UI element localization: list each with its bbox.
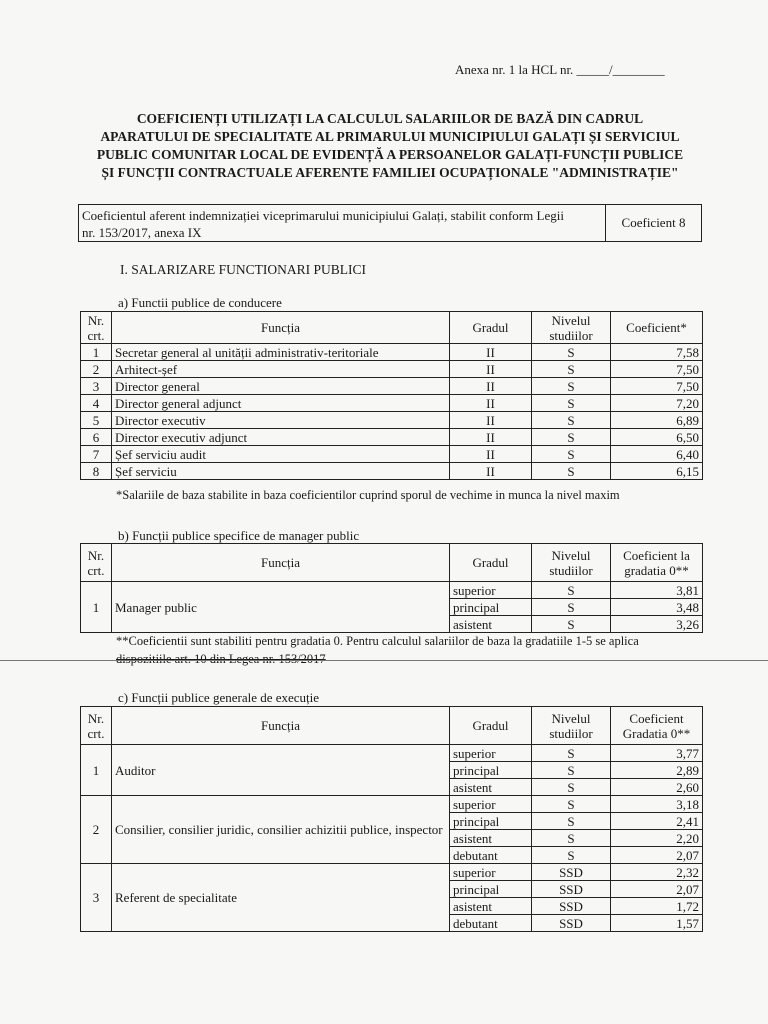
header-gradul: Gradul [450,312,532,344]
title-line: PUBLIC COMUNITAR LOCAL DE EVIDENȚĂ A PERSOANELOR GALAȚI-FUNCȚII PUBLICE [96,147,684,162]
header-gradul: Gradul [450,707,532,745]
header-nivel: Nivelul studiilor [532,544,611,582]
table-b-subtitle: b) Funcții publice specifice de manager public [118,528,360,543]
scan-line [0,660,768,661]
table-row: asistent SSD 1,72 [81,898,703,915]
table-row: 5 Director executiv II S 6,89 [81,412,703,429]
table-a-subtitle: a) Functii publice de conducere [118,295,282,310]
table-row: 4 Director general adjunct II S 7,20 [81,395,703,412]
title-line: APARATULUI DE SPECIALITATE AL PRIMARULUI MUNICIPIULUI GALAȚI ȘI SERVICIUL [100,129,680,144]
table-a [80,311,703,480]
table-row: 6 Director executiv adjunct II S 6,50 [81,429,703,446]
header-nr: Nr. crt. [81,707,112,745]
header-nivel: Nivelul studiilor [532,312,611,344]
header-coeficient: Coeficient la gradatia 0** [611,544,703,582]
coefficient-value: Coeficient 8 [621,215,686,230]
table-header-row [81,312,703,344]
header-functia: Funcția [112,312,450,344]
table-row: asistent S 2,60 [81,779,703,796]
table-c-subtitle: c) Funcții publice generale de execuție [118,690,320,705]
table-row: asistent S 3,26 [81,616,703,633]
table-row: 2 Arhitect-șef II S 7,50 [81,361,703,378]
table-row: debutant SSD 1,57 [81,915,703,932]
header-functia: Funcția [112,707,450,745]
table-b [80,543,703,633]
document-title [70,110,710,182]
table-row: 1 Manager public superior S 3,81 [81,582,703,599]
vice-mayor-coefficient-box [78,204,702,242]
table-row: 8 Șef serviciu II S 6,15 [81,463,703,480]
coefficient-description-line: Coeficientul aferent indemnizației viceprimarului municipiului Galați, stabilit conform Legii [82,208,564,223]
coefficient-description-line: nr. 153/2017, anexa IX [82,225,202,240]
table-row: 3 Director general II S 7,50 [81,378,703,395]
section-title: I. SALARIZARE FUNCTIONARI PUBLICI [120,262,366,277]
header-nr: Nr. crt. [81,312,112,344]
table-b-note: **Coeficientii sunt stabiliti pentru gradatia 0. Pentru calculul salariilor de baza la gradatiile 1-5 se aplica [116,634,639,648]
title-line: ȘI FUNCȚII CONTRACTUALE AFERENTE FAMILIEI OCUPAȚIONALE "ADMINISTRAȚIE" [101,165,679,180]
header-gradul: Gradul [450,544,532,582]
table-header-row [81,707,703,745]
table-row: 3 Referent de specialitate superior SSD 2,32 [81,864,703,881]
header-coeficient: Coeficient* [611,312,703,344]
table-row: asistent S 2,20 [81,830,703,847]
table-row: principal S 2,41 [81,813,703,830]
table-row: 1 Auditor superior S 3,77 [81,745,703,762]
table-row: debutant S 2,07 [81,847,703,864]
table-row: 7 Șef serviciu audit II S 6,40 [81,446,703,463]
table-c [80,706,703,932]
table-row: principal SSD 2,07 [81,881,703,898]
header-nr: Nr. crt. [81,544,112,582]
title-line: COEFICIENȚI UTILIZAȚI LA CALCULUL SALARIILOR DE BAZĂ DIN CADRUL [136,111,644,126]
table-row: 1 Secretar general al unității administrativ-teritoriale II S 7,58 [81,344,703,361]
table-row: principal S 3,48 [81,599,703,616]
table-a-note: *Salariile de baza stabilite in baza coeficientilor cuprind sporul de vechime in munca la nivel maxim [116,488,620,502]
table-row: principal S 2,89 [81,762,703,779]
coefficient-description [79,205,606,241]
table-row: 2 Consilier, consilier juridic, consilier achizitii publice, inspector superior S 3,18 [81,796,703,813]
table-header-row [81,544,703,582]
annex-reference: Anexa nr. 1 la HCL nr. _____/________ [455,62,665,77]
header-functia: Funcția [112,544,450,582]
header-coeficient: Coeficient Gradatia 0** [611,707,703,745]
header-nivel: Nivelul studiilor [532,707,611,745]
table-b-note-struck: dispozitiile art. 10 din Legea nr. 153/2017 [116,652,326,666]
